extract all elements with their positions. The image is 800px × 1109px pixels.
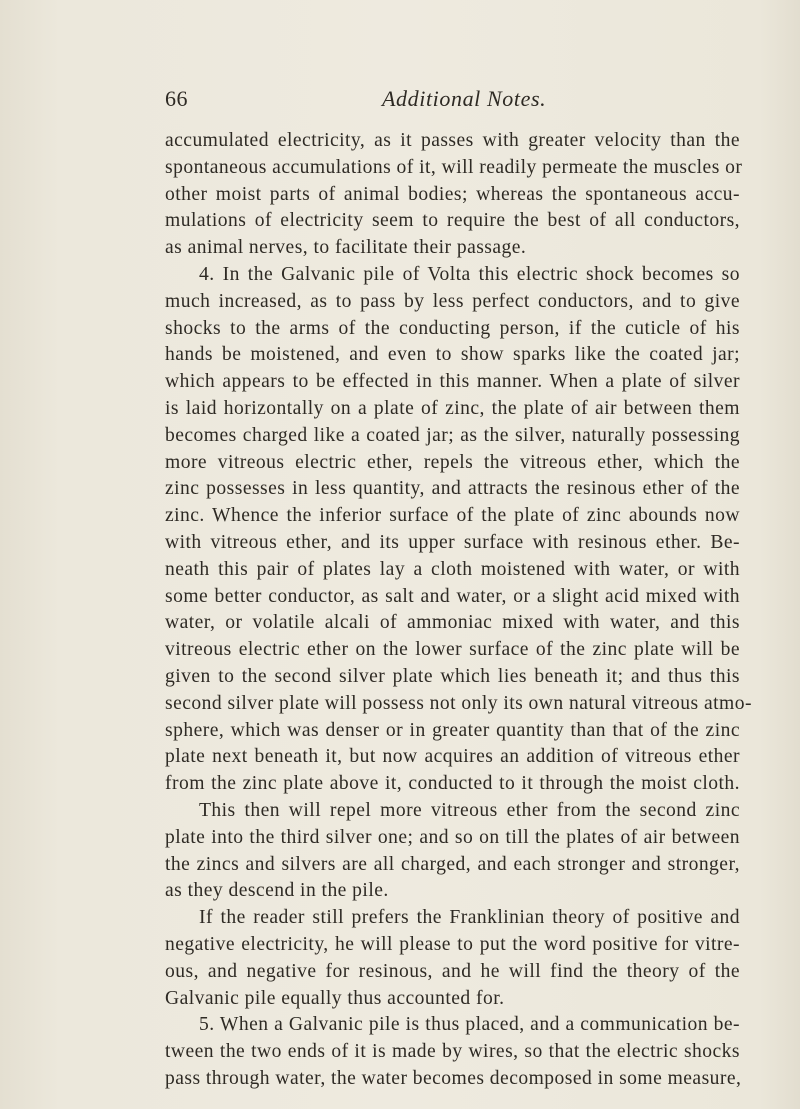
text-line: plate into the third silver one; and so on till the plates of air between xyxy=(165,826,740,848)
text-line: neath this pair of plates lay a cloth moistened with water, or with xyxy=(165,558,740,580)
running-head: Additional Notes. xyxy=(382,86,547,111)
text-line: negative electricity, he will please to put the word positive for vitre- xyxy=(165,933,740,955)
text-line: zinc. Whence the inferior surface of the plate of zinc abounds now xyxy=(165,505,740,527)
text-line: This then will repel more vitreous ether from the second zinc xyxy=(199,799,740,821)
text-line: second silver plate will possess not only its own natural vitreous atmo- xyxy=(165,692,752,714)
text-line: plate next beneath it, but now acquires an addition of vitreous ether xyxy=(165,746,740,768)
text-line: some better conductor, as salt and water, or a slight acid mixed with xyxy=(165,585,740,607)
text-line: hands be moistened, and even to show sparks like the coated jar; xyxy=(165,344,740,366)
text-line: zinc possesses in less quantity, and attracts the resinous ether of the xyxy=(165,478,740,500)
text-line: If the reader still prefers the Franklinian theory of positive and xyxy=(199,907,740,929)
text-line: ous, and negative for resinous, and he will find the theory of the xyxy=(165,960,740,982)
text-line: becomes charged like a coated jar; as the silver, naturally possessing xyxy=(165,424,740,446)
text-line: sphere, which was denser or in greater quantity than that of the zinc xyxy=(165,719,740,741)
text-line: shocks to the arms of the conducting person, if the cuticle of his xyxy=(165,317,740,339)
text-line: tween the two ends of it is made by wires, so that the electric shocks xyxy=(165,1041,740,1063)
text-line: from the zinc plate above it, conducted to it through the moist cloth. xyxy=(165,773,740,795)
body-text xyxy=(165,128,752,1093)
text-line: other moist parts of animal bodies; whereas the spontaneous accu- xyxy=(165,183,740,205)
text-line: vitreous electric ether on the lower surface of the zinc plate will be xyxy=(165,639,740,661)
page-header xyxy=(165,86,740,116)
text-line: more vitreous electric ether, repels the vitreous ether, which the xyxy=(165,451,740,473)
text-line: 5. When a Galvanic pile is thus placed, and a communication be- xyxy=(199,1014,740,1036)
text-line: pass through water, the water becomes decomposed in some measure, xyxy=(165,1067,742,1089)
text-line: Galvanic pile equally thus accounted for. xyxy=(165,987,505,1009)
text-line: which appears to be effected in this manner. When a plate of silver xyxy=(165,371,740,393)
text-line: much increased, as to pass by less perfect conductors, and to give xyxy=(165,290,740,312)
text-line: spontaneous accumulations of it, will readily permeate the muscles or xyxy=(165,156,743,178)
text-line: accumulated electricity, as it passes with greater velocity than the xyxy=(165,130,740,151)
text-line: as animal nerves, to facilitate their passage. xyxy=(165,237,527,259)
text-line: the zincs and silvers are all charged, and each stronger and stronger, xyxy=(165,853,740,875)
text-line: as they descend in the pile. xyxy=(165,880,389,902)
page-number: 66 xyxy=(165,86,188,111)
text-line: mulations of electricity seem to require the best of all conductors, xyxy=(165,210,740,232)
text-line: with vitreous ether, and its upper surface with resinous ether. Be- xyxy=(165,531,740,553)
text-line: is laid horizontally on a plate of zinc, the plate of air between them xyxy=(165,397,740,419)
text-line: water, or volatile alcali of ammoniac mixed with water, and this xyxy=(165,612,740,634)
text-line: 4. In the Galvanic pile of Volta this electric shock becomes so xyxy=(199,263,740,285)
text-line: given to the second silver plate which lies beneath it; and thus this xyxy=(165,665,740,687)
